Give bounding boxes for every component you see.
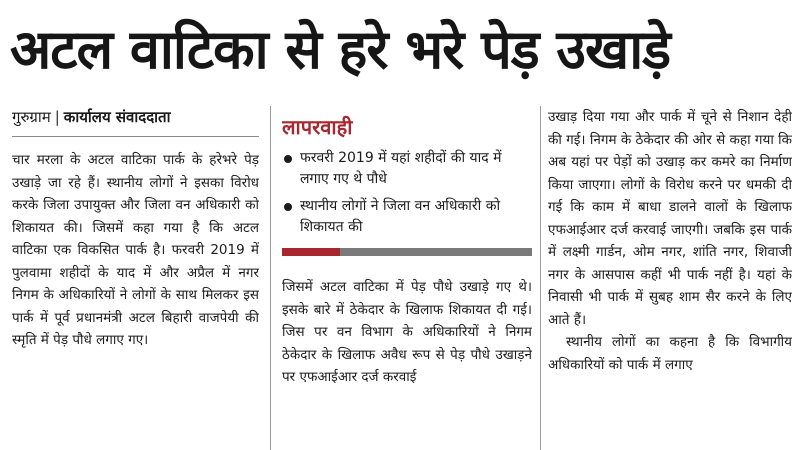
highlight-bullet-item	[282, 148, 532, 190]
bullet-dot-icon	[284, 155, 292, 163]
column-3-paragraph-1: उखाड़ दिया गया और पार्क में चूने से निशान देही की गई। निगम के ठेकेदार की ओर से कहा गया कि अब यहां पर पेड़ों को उखाड़ कर कमरे का निर्माण किया जाएगा। लोगों के विरोध करने पर धमकी दी गई कि काम में बाधा डालने वालों के खिलाफ एफआईआर दर्ज करवाई जाएगी। जबकि इस पार्क में लक्ष्मी गार्डन, ओम नगर, शांति नगर, शिवाजी नगर के आसपास कहीं भी पार्क नहीं है। यहां के निवासी भी पार्क में सुबह शाम सैर करने के लिए आते हैं।	[548, 109, 792, 328]
highlight-accent-red	[282, 248, 340, 256]
highlight-bullets	[282, 148, 532, 238]
column-divider-2	[540, 106, 541, 450]
column-divider-1	[270, 106, 271, 450]
column-3-paragraph-2: स्थानीय लोगों का कहना है कि विभागीय अधिकारियों को पार्क में लगाए	[548, 334, 792, 373]
highlight-box	[282, 112, 532, 256]
highlight-accent-bar	[282, 248, 532, 256]
highlight-heading: लापरवाही	[282, 115, 353, 139]
highlight-bullet-text: फरवरी 2019 में यहां शहीदों की याद में लगाए गए थे पौधे	[300, 150, 502, 187]
bullet-dot-icon	[284, 203, 292, 211]
dateline-place: गुरुग्राम	[12, 108, 51, 126]
column-1	[12, 106, 259, 450]
column-3	[548, 106, 792, 450]
dateline-separator: |	[54, 108, 60, 126]
dateline-byline: कार्यालय संवाददाता	[63, 108, 171, 126]
highlight-bullet-item	[282, 196, 532, 238]
column-2-text: जिसमें अटल वाटिका में पेड़ पौधे उखाड़े गए थे। इसके बारे में ठेकेदार के खिलाफ शिकायत दी गई। जिस पर वन विभाग के अधिकारियों ने निगम ठेकेदार के खिलाफ अवैध रूप से पेड़ पौधे उखाड़ने पर एफआईआर दर्ज करवाई	[282, 279, 532, 385]
column-2	[282, 106, 532, 450]
dateline	[12, 106, 259, 137]
highlight-bullet-text: स्थानीय लोगों ने जिला वन अधिकारी को शिकायत की	[300, 198, 501, 235]
column-1-text: चार मरला के अटल वाटिका पार्क के हरेभरे पेड़ उखाड़े जा रहे हैं। स्थानीय लोगों ने इसका विरोध करके जिला उपायुक्त और जिला वन अधिकारी को शिकायत की। जिसमें कहा गया है कि अटल वाटिका एक विकसित पार्क है। फरवरी 2019 में पुलवामा शहीदों के याद में और अप्रैल में नगर निगम के अधिकारियों ने लोगों के साथ मिलकर इस पार्क में पूर्व प्रधानमंत्री अटल बिहारी वाजपेयी की स्मृति में पेड़ पौधे लगाए गए।	[12, 152, 259, 348]
headline: अटल वाटिका से हरे भरे पेड़ उखाड़े	[10, 18, 671, 81]
